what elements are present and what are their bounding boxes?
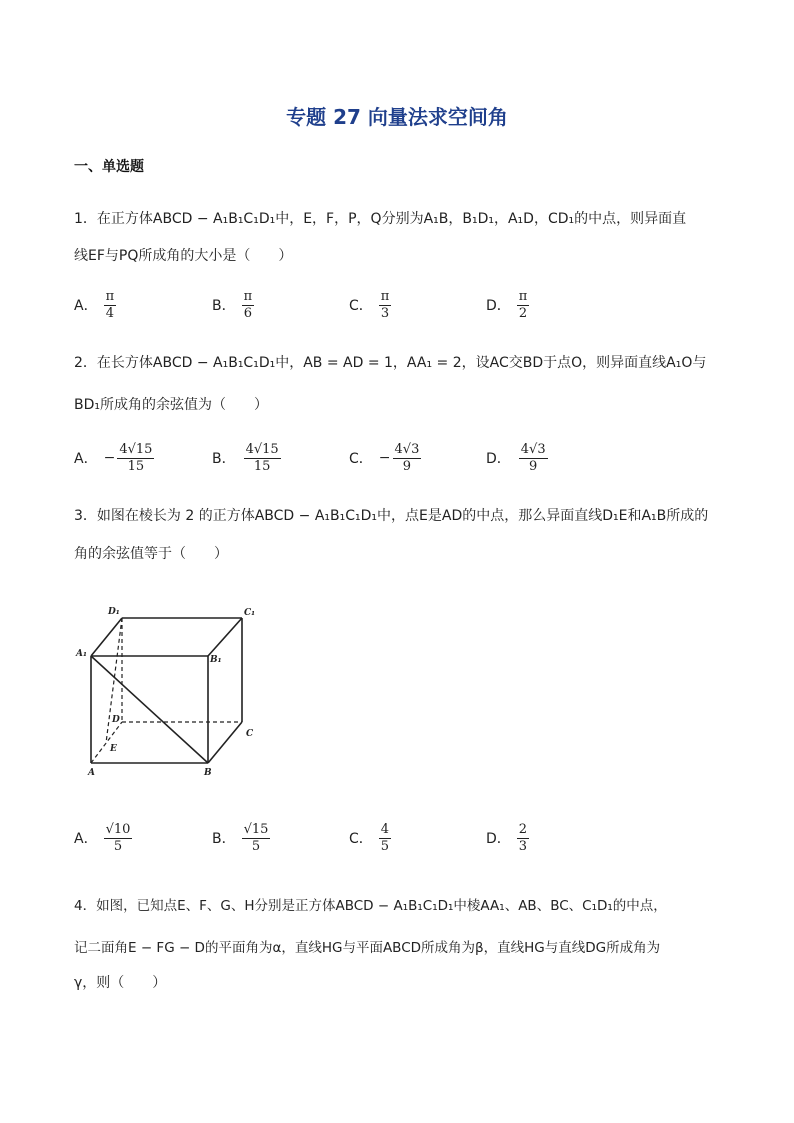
q3-option-d[interactable]: D． $\frac{2}{3}$: [486, 821, 528, 854]
q2-text-line-2: BD₁所成角的余弦值为（ ）: [74, 397, 268, 413]
q1-text-line-1: 1．在正方体ABCD − A₁B₁C₁D₁中，E，F，P，Q分别为A₁B，B₁D₁，A₁D，CD₁的中点，则异面直: [74, 211, 687, 227]
section-heading: 一、单选题: [74, 159, 144, 175]
q3-text-line-1: 3．如图在棱长为 2 的正方体ABCD − A₁B₁C₁D₁中，点E是AD的中点，那么异面直线D₁E和A₁B所成的: [74, 508, 709, 524]
q3-text-line-2: 角的余弦值等于（ ）: [74, 546, 228, 562]
label-b: B: [204, 768, 212, 778]
edge-a1-d1: [91, 618, 122, 656]
q2-option-b[interactable]: B． $\frac{4√15}{15}$: [212, 441, 279, 474]
q1-text-line-2: 线EF与PQ所成角的大小是（ ）: [74, 248, 293, 264]
q3-option-a[interactable]: A． $\frac{√10}{5}$: [74, 821, 131, 854]
fraction: $\frac{\pi}{2}$: [518, 288, 528, 321]
q3-option-b[interactable]: B． $\frac{√15}{5}$: [212, 821, 269, 854]
q3-option-c[interactable]: C． $\frac{4}{5}$: [349, 821, 390, 854]
edge-b1-c1: [208, 618, 242, 656]
label-d1: D₁: [108, 607, 120, 617]
fraction: $\frac{2}{3}$: [518, 821, 528, 854]
label-a1: A₁: [76, 649, 87, 659]
fraction: $\frac{\pi}{3}$: [380, 288, 390, 321]
edge-a-d: [91, 722, 122, 763]
fraction: $\frac{√10}{5}$: [105, 821, 131, 854]
q2-option-d[interactable]: D． $\frac{4√3}{9}$: [486, 441, 546, 474]
q1-option-a[interactable]: A． $\frac{\pi}{4}$: [74, 288, 115, 321]
label-b1: B₁: [210, 655, 222, 665]
page-title: 专题 27 向量法求空间角: [286, 105, 508, 129]
q1-option-d[interactable]: D． $\frac{\pi}{2}$: [486, 288, 528, 321]
fraction: $\frac{\pi}{6}$: [243, 288, 253, 321]
fraction: $\frac{√15}{5}$: [243, 821, 269, 854]
fraction: $\frac{4√15}{15}$: [119, 441, 153, 474]
edge-b-c: [208, 722, 242, 763]
q1-option-c[interactable]: C． $\frac{\pi}{3}$: [349, 288, 390, 321]
q4-text-line-3: γ，则（ ）: [74, 975, 167, 991]
fraction: $\frac{4√15}{15}$: [245, 441, 279, 474]
fraction: $\frac{\pi}{4}$: [105, 288, 115, 321]
fraction: $\frac{4√3}{9}$: [394, 441, 420, 474]
label-c: C: [246, 729, 254, 739]
q4-text-line-1: 4．如图，已知点E、F、G、H分别是正方体ABCD − A₁B₁C₁D₁中棱AA₁、AB、BC、C₁D₁的中点，: [74, 898, 667, 914]
q2-option-c[interactable]: C． − $\frac{4√3}{9}$: [349, 441, 420, 474]
fraction: $\frac{4}{5}$: [380, 821, 390, 854]
q1-option-b[interactable]: B． $\frac{\pi}{6}$: [212, 288, 253, 321]
edge-a1-b: [91, 656, 208, 763]
q2-text-line-1: 2．在长方体ABCD − A₁B₁C₁D₁中，AB = AD = 1，AA₁ = 2，设AC交BD于点O，则异面直线A₁O与: [74, 355, 707, 371]
cube-figure: [74, 598, 274, 788]
label-c1: C₁: [244, 608, 256, 618]
label-d: D: [112, 715, 120, 725]
label-a: A: [88, 768, 95, 778]
q2-option-a[interactable]: A． − $\frac{4√15}{15}$: [74, 441, 153, 474]
q4-text-line-2: 记二面角E − FG − D的平面角为α，直线HG与平面ABCD所成角为β，直线HG与直线DG所成角为: [74, 940, 661, 956]
label-e: E: [110, 744, 117, 754]
fraction: $\frac{4√3}{9}$: [520, 441, 546, 474]
